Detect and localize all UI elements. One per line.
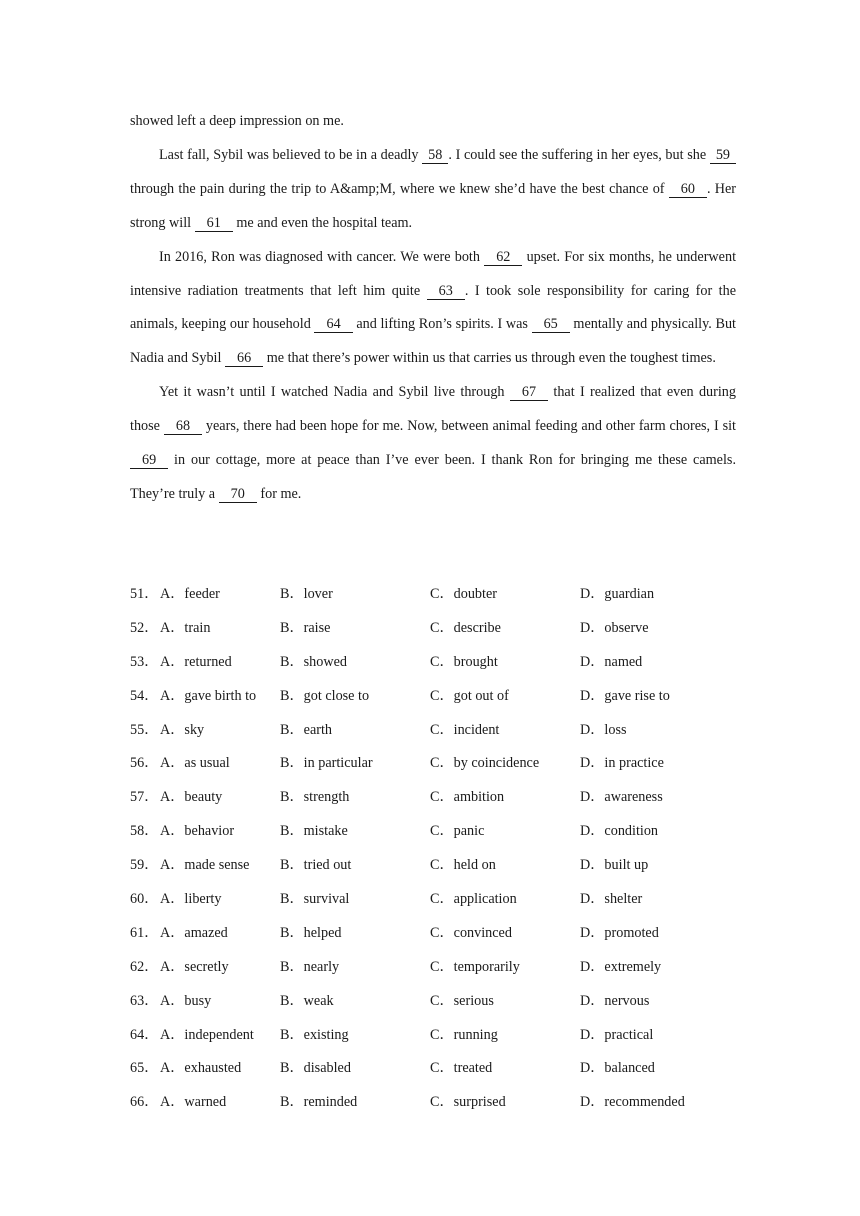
question-row: [130, 985, 750, 1019]
option-a: A．gave birth to: [160, 687, 257, 704]
option-a: A．as usual: [160, 755, 230, 772]
question-number: 60．: [130, 891, 159, 908]
passage-text: mentally and physically. But Nadia and Sybil: [130, 316, 736, 367]
option-d: D．condition: [580, 823, 659, 840]
option-b: B．showed: [280, 653, 347, 670]
option-c: C．application: [430, 891, 517, 908]
option-c: C．temporarily: [430, 958, 520, 975]
option-c: C．serious: [430, 992, 494, 1009]
option-b: B．nearly: [280, 958, 340, 975]
question-row: [130, 747, 750, 781]
option-d: D．in practice: [580, 755, 664, 772]
passage-text: through the pain during the trip to A&amp;M, where we knew she’d have the best chance of: [130, 180, 669, 197]
option-c: C．convinced: [430, 924, 512, 941]
blank-68: 68: [164, 418, 202, 435]
passage-text: years, there had been hope for me. Now, between animal feeding and other farm chores, I sit: [202, 418, 736, 435]
passage-paragraph: [130, 105, 736, 139]
option-b: B．disabled: [280, 1060, 351, 1077]
option-a: A．warned: [160, 1094, 227, 1111]
option-b: B．reminded: [280, 1094, 358, 1111]
question-number: 63．: [130, 992, 159, 1009]
question-row: [130, 1052, 750, 1086]
option-b: B．strength: [280, 789, 350, 806]
option-a: A．behavior: [160, 823, 235, 840]
blank-67: 67: [510, 384, 548, 401]
option-c: C．surprised: [430, 1094, 506, 1111]
blank-60: 60: [669, 181, 707, 198]
option-b: B．helped: [280, 924, 342, 941]
option-c: C．got out of: [430, 687, 509, 704]
question-row: [130, 680, 750, 714]
option-a: A．amazed: [160, 924, 228, 941]
question-row: [130, 612, 750, 646]
question-number: 61．: [130, 924, 159, 941]
passage-text: . I took sole responsibility for caring for the animals, keeping our household: [130, 282, 736, 333]
option-d: D．practical: [580, 1026, 654, 1043]
passage-text: . I could see the suffering in her eyes, but she: [448, 146, 710, 163]
option-a: A．returned: [160, 653, 232, 670]
passage-text: me that there’s power within us that carries us through even the toughest times.: [263, 350, 716, 367]
blank-62: 62: [484, 249, 522, 266]
question-number: 55．: [130, 721, 159, 738]
option-d: D．built up: [580, 857, 649, 874]
option-b: B．earth: [280, 721, 333, 738]
blank-63: 63: [427, 283, 465, 300]
option-b: B．in particular: [280, 755, 373, 772]
option-c: C．running: [430, 1026, 498, 1043]
passage-text: for me.: [256, 485, 302, 502]
option-c: C．incident: [430, 721, 500, 738]
option-d: D．observe: [580, 619, 649, 636]
passage-text: upset. For six months, he underwent intensive radiation treatments that left him quite: [130, 248, 737, 299]
option-c: C．doubter: [430, 586, 497, 602]
passage-text: me and even the hospital team.: [232, 214, 413, 231]
passage: [130, 105, 736, 512]
question-number: 62．: [130, 958, 159, 975]
option-d: D．promoted: [580, 924, 659, 941]
option-b: B．lover: [280, 586, 333, 602]
option-a: A．liberty: [160, 891, 222, 908]
option-c: C．treated: [430, 1060, 493, 1077]
blank-66: 66: [225, 350, 263, 367]
option-c: C．ambition: [430, 789, 505, 806]
question-number: 51．: [130, 586, 159, 602]
option-b: B．existing: [280, 1026, 349, 1043]
question-row: [130, 849, 750, 883]
option-d: D．extremely: [580, 958, 662, 975]
question-row: [130, 917, 750, 951]
option-b: B．weak: [280, 992, 334, 1009]
passage-text: and lifting Ron’s spirits. I was: [352, 316, 532, 333]
question-number: 52．: [130, 619, 159, 636]
question-number: 56．: [130, 755, 159, 772]
option-b: B．survival: [280, 891, 350, 908]
question-row: [130, 714, 750, 748]
passage-text: Last fall, Sybil was believed to be in a deadly: [159, 146, 423, 163]
question-number: 65．: [130, 1060, 159, 1077]
option-d: D．gave rise to: [580, 687, 670, 704]
option-d: D．awareness: [580, 789, 663, 806]
blank-59: 59: [710, 147, 736, 164]
option-b: B．raise: [280, 619, 331, 636]
option-a: A．made sense: [160, 857, 250, 874]
option-d: D．guardian: [580, 586, 655, 602]
option-a: A．exhausted: [160, 1060, 242, 1077]
question-row: [130, 646, 750, 680]
question-number: 57．: [130, 789, 159, 806]
question-row: [130, 578, 750, 612]
option-a: A．train: [160, 619, 211, 636]
question-row: [130, 951, 750, 985]
blank-64: 64: [314, 316, 352, 333]
option-b: B．got close to: [280, 687, 370, 704]
option-a: A．feeder: [160, 586, 220, 602]
passage-text: Yet it wasn’t until I watched Nadia and Sybil live through: [159, 384, 510, 401]
option-d: D．shelter: [580, 891, 643, 908]
option-b: B．mistake: [280, 823, 348, 840]
option-a: A．beauty: [160, 789, 223, 806]
question-number: 59．: [130, 857, 159, 874]
question-row: [130, 781, 750, 815]
question-number: 64．: [130, 1026, 159, 1043]
question-number: 58．: [130, 823, 159, 840]
question-number: 66．: [130, 1094, 159, 1111]
question-row: [130, 815, 750, 849]
option-a: A．independent: [160, 1026, 254, 1043]
question-number: 54．: [130, 687, 159, 704]
option-d: D．balanced: [580, 1060, 655, 1077]
option-c: C．describe: [430, 619, 501, 636]
option-a: A．sky: [160, 721, 205, 738]
question-row: [130, 1086, 750, 1120]
option-c: C．brought: [430, 653, 498, 670]
passage-paragraph: [130, 376, 736, 512]
option-c: C．by coincidence: [430, 755, 540, 772]
passage-text: . Her strong will: [130, 180, 736, 231]
option-d: D．loss: [580, 721, 627, 738]
option-d: D．nervous: [580, 992, 650, 1009]
option-d: D．named: [580, 653, 643, 670]
passage-paragraph: [130, 139, 736, 241]
option-a: A．secretly: [160, 958, 229, 975]
passage-paragraph: [130, 241, 736, 377]
blank-61: 61: [195, 215, 233, 232]
question-row: [130, 1019, 750, 1053]
option-b: B．tried out: [280, 857, 352, 874]
passage-text: In 2016, Ron was diagnosed with cancer. We were both: [159, 248, 485, 265]
blank-58: 58: [422, 147, 448, 164]
question-row: [130, 883, 750, 917]
passage-text: in our cottage, more at peace than I’ve ever been. I thank Ron for bringing me these camels. They’re truly a: [130, 452, 736, 502]
option-d: D．recommended: [580, 1094, 685, 1111]
passage-text: showed left a deep impression on me.: [130, 113, 344, 129]
option-a: A．busy: [160, 992, 212, 1009]
option-c: C．panic: [430, 823, 485, 840]
answer-options: [130, 578, 750, 1120]
blank-70: 70: [219, 486, 257, 503]
question-number: 53．: [130, 653, 159, 670]
option-c: C．held on: [430, 857, 496, 874]
passage-text: that I realized that even during those: [130, 384, 736, 435]
blank-69: 69: [130, 452, 168, 469]
blank-65: 65: [532, 316, 570, 333]
